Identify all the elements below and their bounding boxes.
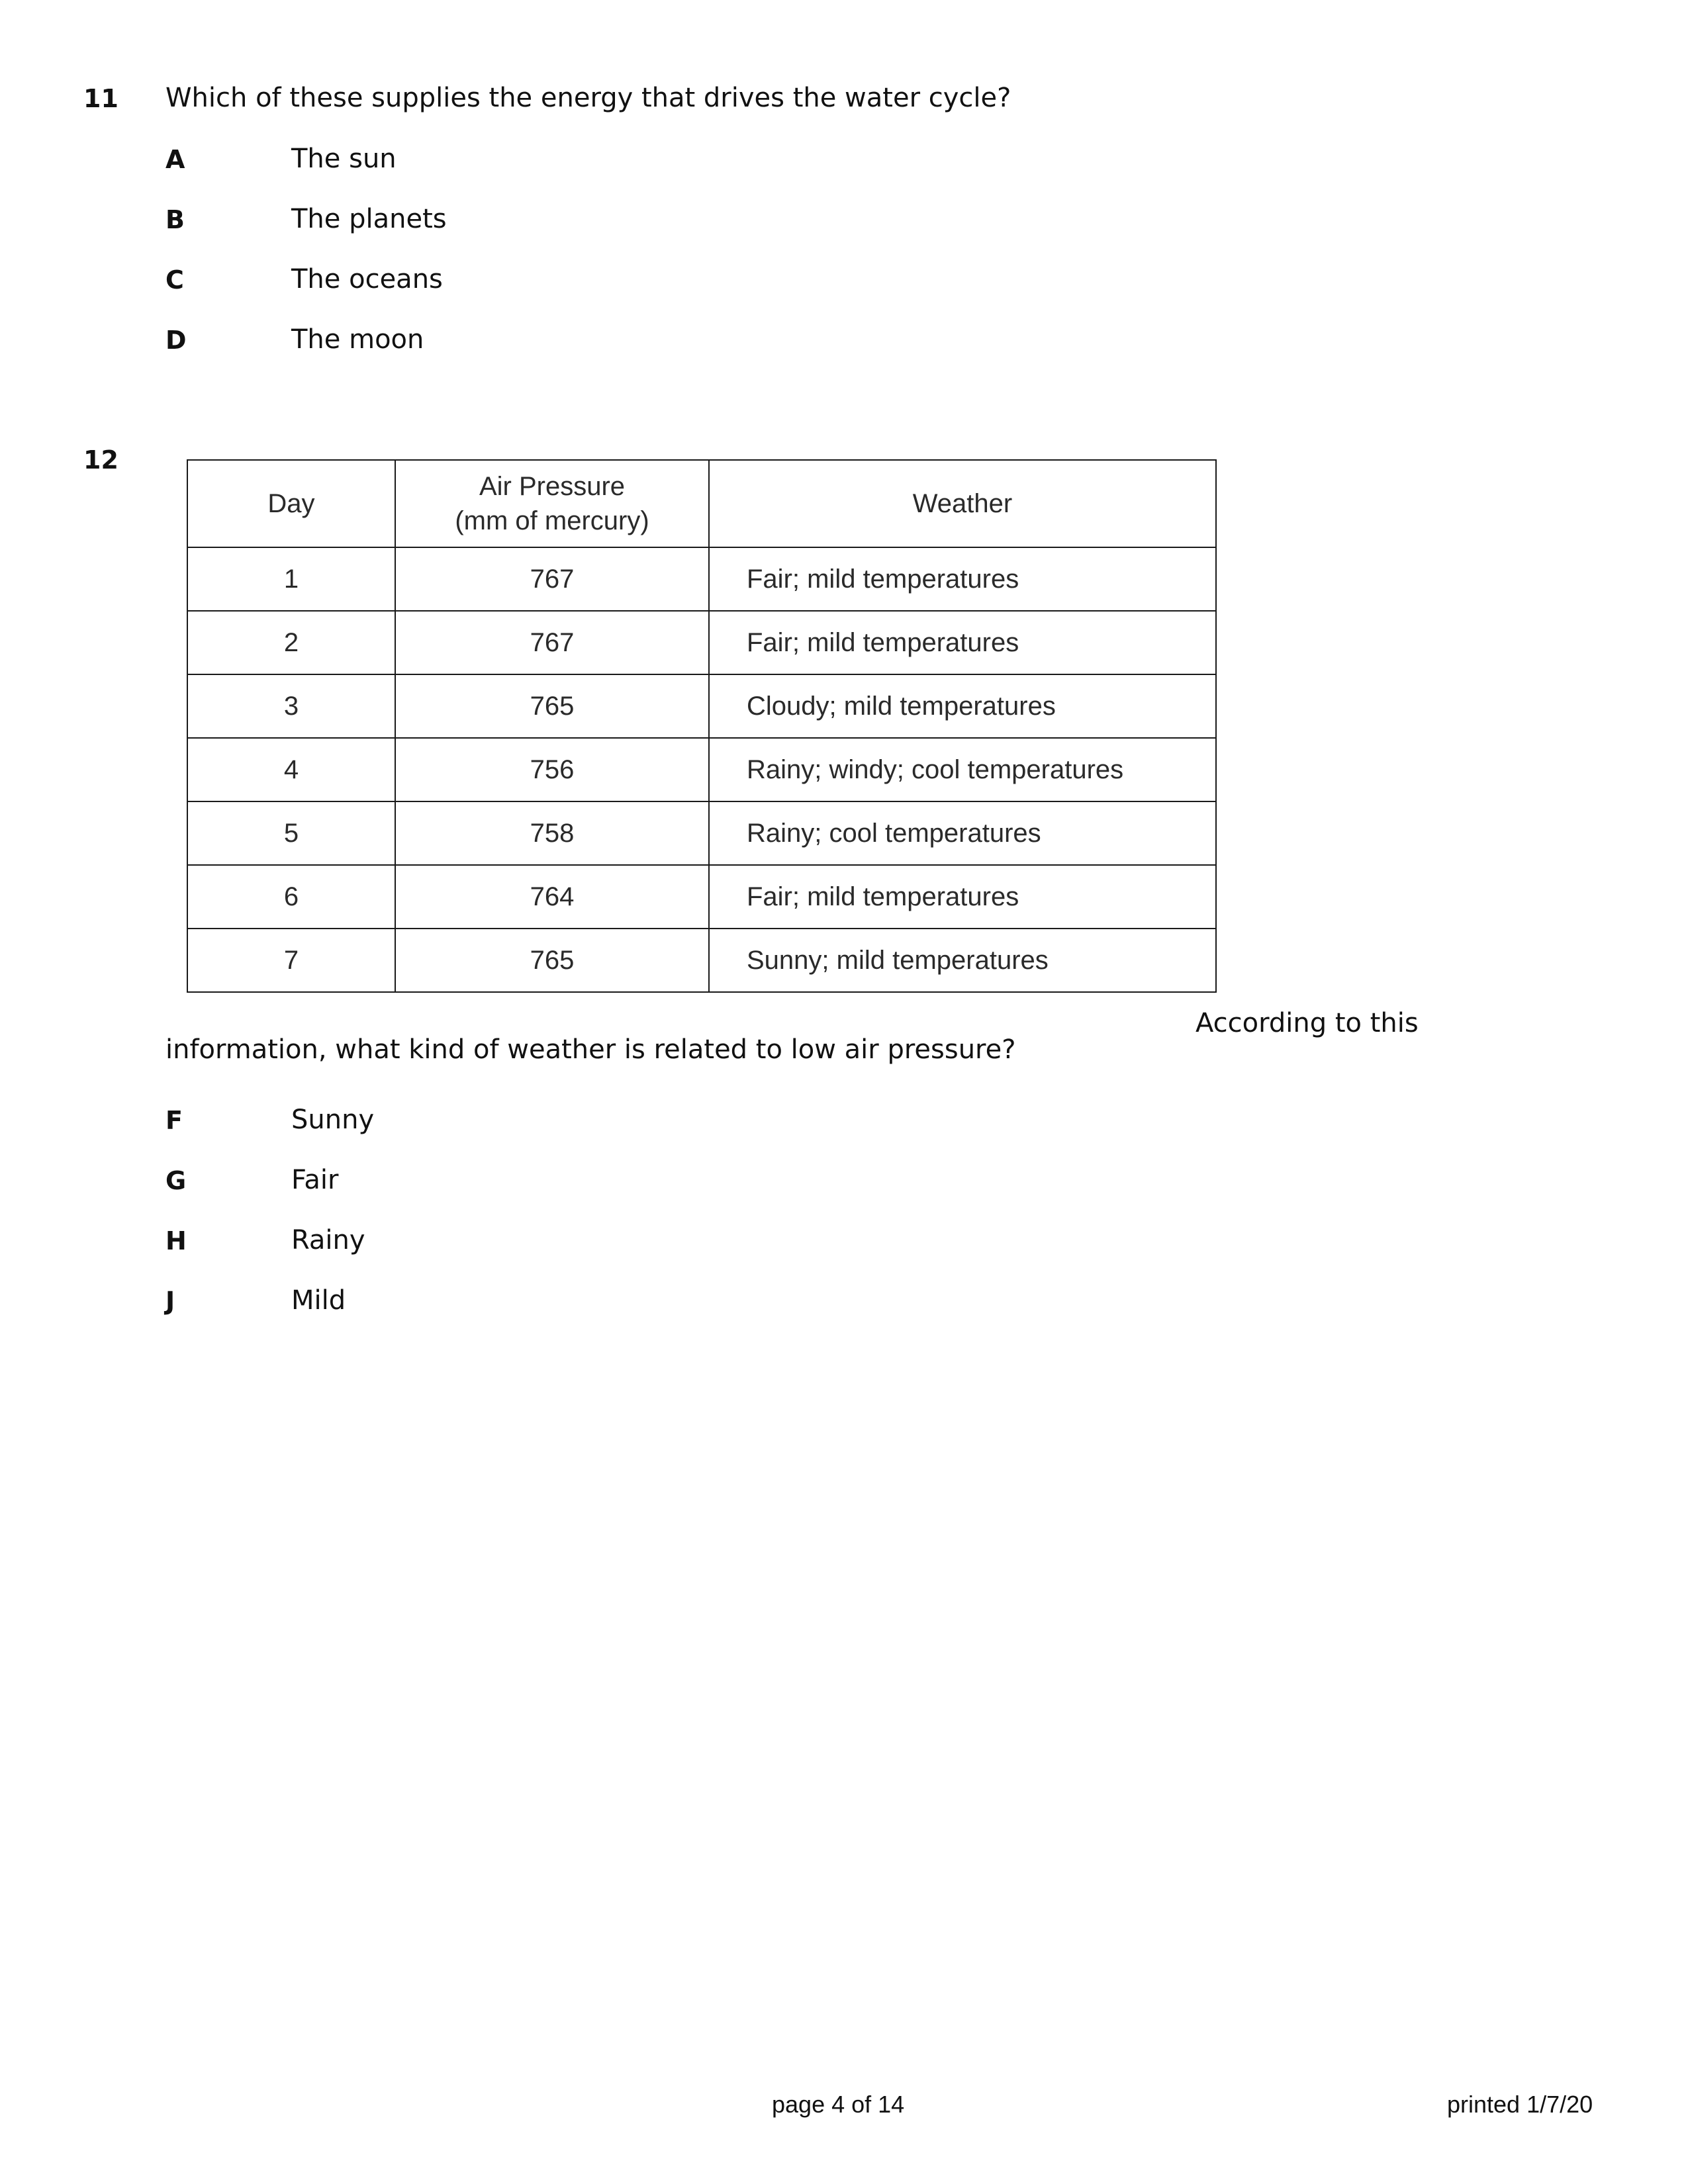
air-pressure-weather-table [187, 459, 1217, 993]
question-12-stem-part1: According to this [1196, 1008, 1419, 1038]
q12-option-j-text: Mild [291, 1285, 346, 1316]
header-air-pressure [395, 460, 709, 547]
table-header-row [187, 460, 1216, 547]
cell-pressure: 767 [395, 547, 709, 611]
q12-option-h-letter: H [165, 1226, 187, 1255]
question-12-number: 12 [83, 445, 118, 475]
q11-option-c-text: The oceans [291, 264, 443, 295]
cell-weather: Sunny; mild temperatures [709, 929, 1216, 992]
q11-option-a-text: The sun [291, 144, 397, 174]
cell-weather: Rainy; windy; cool temperatures [709, 738, 1216, 801]
q11-option-c-letter: C [165, 265, 184, 295]
cell-pressure: 758 [395, 801, 709, 865]
page-number: page 4 of 14 [772, 2091, 905, 2118]
q12-option-f-text: Sunny [291, 1105, 375, 1135]
table-row [187, 801, 1216, 865]
cell-day: 2 [187, 611, 395, 674]
q12-option-g-letter: G [165, 1166, 187, 1195]
table-row [187, 929, 1216, 992]
q11-option-d-text: The moon [291, 324, 424, 355]
q12-option-h-text: Rainy [291, 1225, 365, 1255]
q12-option-g-text: Fair [291, 1165, 339, 1195]
q11-option-a-letter: A [165, 145, 185, 174]
q12-option-f-letter: F [165, 1106, 183, 1135]
cell-pressure: 767 [395, 611, 709, 674]
q11-option-b-letter: B [165, 205, 185, 234]
table-row [187, 674, 1216, 738]
printed-date: printed 1/7/20 [1447, 2091, 1593, 2118]
cell-weather: Rainy; cool temperatures [709, 801, 1216, 865]
q11-option-b-text: The planets [291, 204, 447, 234]
table-row [187, 865, 1216, 929]
cell-pressure: 765 [395, 674, 709, 738]
cell-day: 5 [187, 801, 395, 865]
header-air-pressure-line1: Air Pressure [479, 472, 626, 501]
cell-day: 3 [187, 674, 395, 738]
q12-option-j-letter: J [165, 1287, 175, 1316]
cell-day: 1 [187, 547, 395, 611]
table-row [187, 738, 1216, 801]
cell-pressure: 756 [395, 738, 709, 801]
cell-weather: Cloudy; mild temperatures [709, 674, 1216, 738]
question-12-stem-part2: information, what kind of weather is related to low air pressure? [165, 1034, 1016, 1065]
header-weather: Weather [709, 460, 1216, 547]
cell-weather: Fair; mild temperatures [709, 865, 1216, 929]
cell-weather: Fair; mild temperatures [709, 611, 1216, 674]
cell-day: 6 [187, 865, 395, 929]
cell-pressure: 765 [395, 929, 709, 992]
cell-pressure: 764 [395, 865, 709, 929]
question-11-number: 11 [83, 84, 118, 113]
table-row [187, 547, 1216, 611]
header-day: Day [187, 460, 395, 547]
question-11-stem: Which of these supplies the energy that drives the water cycle? [165, 83, 1011, 113]
header-air-pressure-line2: (mm of mercury) [455, 506, 649, 535]
cell-day: 4 [187, 738, 395, 801]
cell-day: 7 [187, 929, 395, 992]
q11-option-d-letter: D [165, 326, 187, 355]
cell-weather: Fair; mild temperatures [709, 547, 1216, 611]
table-row [187, 611, 1216, 674]
